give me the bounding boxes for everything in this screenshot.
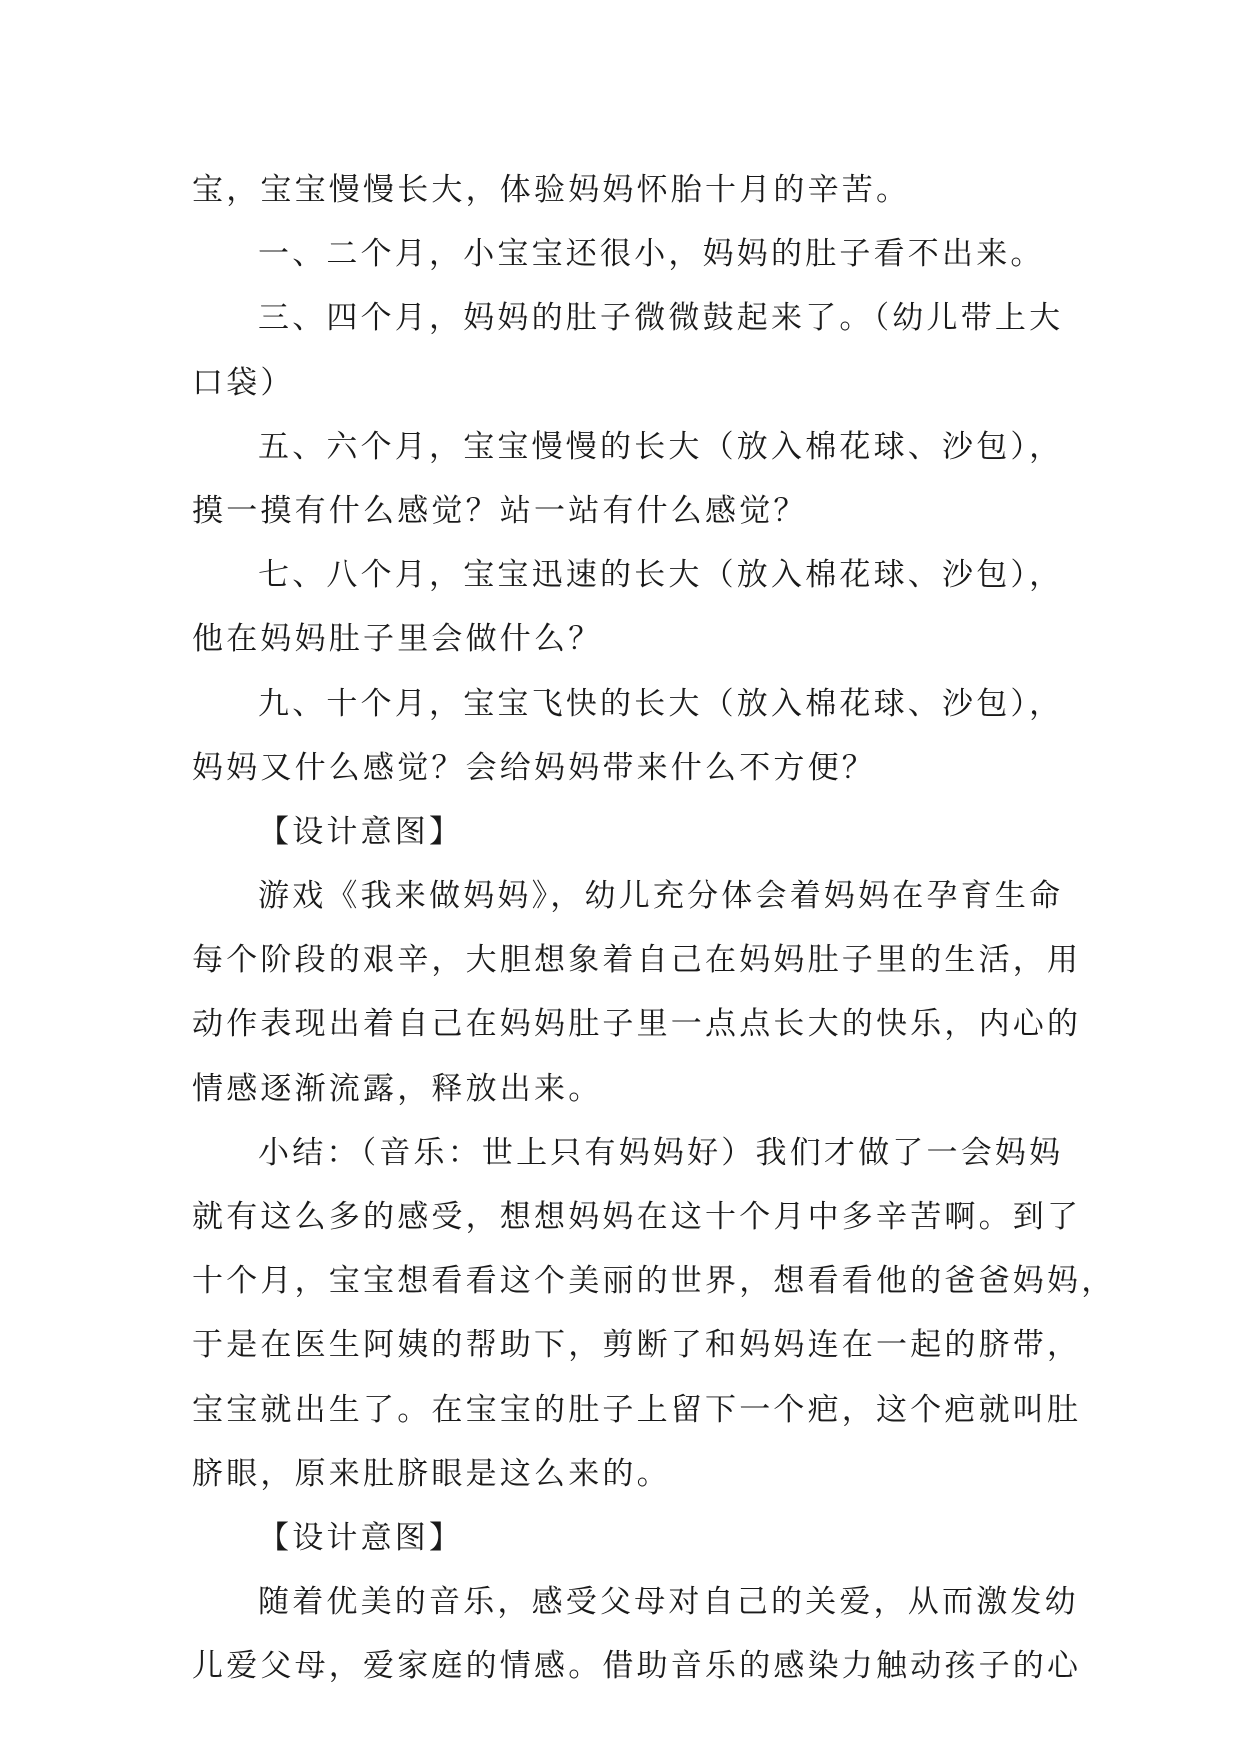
text-line: 十个月，宝宝想看看这个美丽的世界，想看看他的爸爸妈妈，: [192, 1263, 1116, 1300]
text-line: 于是在医生阿姨的帮助下，剪断了和妈妈连在一起的脐带，: [192, 1327, 1082, 1364]
text-line: 就有这么多的感受，想想妈妈在这十个月中多辛苦啊。到了: [192, 1199, 1082, 1235]
text-line: 动作表现出着自己在妈妈肚子里一点点长大的快乐，内心的: [192, 1006, 1082, 1043]
section-heading: 【设计意图】: [258, 1519, 464, 1556]
text-line: 宝，宝宝慢慢长大，体验妈妈怀胎十月的辛苦。: [192, 172, 911, 208]
document-page: [192, 158, 1116, 1699]
text-line: 儿爱父母，爱家庭的情感。借助音乐的感染力触动孩子的心: [192, 1648, 1082, 1685]
text-line: 七、八个月，宝宝迅速的长大（放入棉花球、沙包），: [258, 557, 1064, 594]
text-line: 一、二个月，小宝宝还很小，妈妈的肚子看不出来。: [258, 236, 1045, 273]
text-line: 宝宝就出生了。在宝宝的肚子上留下一个疤，这个疤就叫肚: [192, 1391, 1082, 1428]
text-line: 妈妈又什么感觉？会给妈妈带来什么不方便？: [192, 749, 876, 786]
text-line: 九、十个月，宝宝飞快的长大（放入棉花球、沙包），: [258, 685, 1064, 722]
text-line: 随着优美的音乐，感受父母对自己的关爱，从而激发幼: [258, 1584, 1079, 1621]
section-heading: 【设计意图】: [258, 813, 464, 850]
text-line: 脐眼，原来肚脐眼是这么来的。: [192, 1455, 671, 1492]
text-line: 三、四个月，妈妈的肚子微微鼓起来了。（幼儿带上大: [258, 300, 1064, 337]
text-line: 他在妈妈肚子里会做什么？: [192, 621, 603, 658]
text-line: 每个阶段的艰辛，大胆想象着自己在妈妈肚子里的生活，用: [192, 942, 1082, 979]
text-line: 小结：（音乐：世上只有妈妈好）我们才做了一会妈妈: [258, 1134, 1064, 1171]
text-line: 口袋）: [192, 364, 295, 401]
text-line: 五、六个月，宝宝慢慢的长大（放入棉花球、沙包），: [258, 428, 1064, 465]
text-line: 游戏《我来做妈妈》，幼儿充分体会着妈妈在孕育生命: [258, 878, 1064, 915]
text-line: 情感逐渐流露，释放出来。: [192, 1070, 603, 1107]
text-line: 摸一摸有什么感觉？站一站有什么感觉？: [192, 492, 808, 529]
